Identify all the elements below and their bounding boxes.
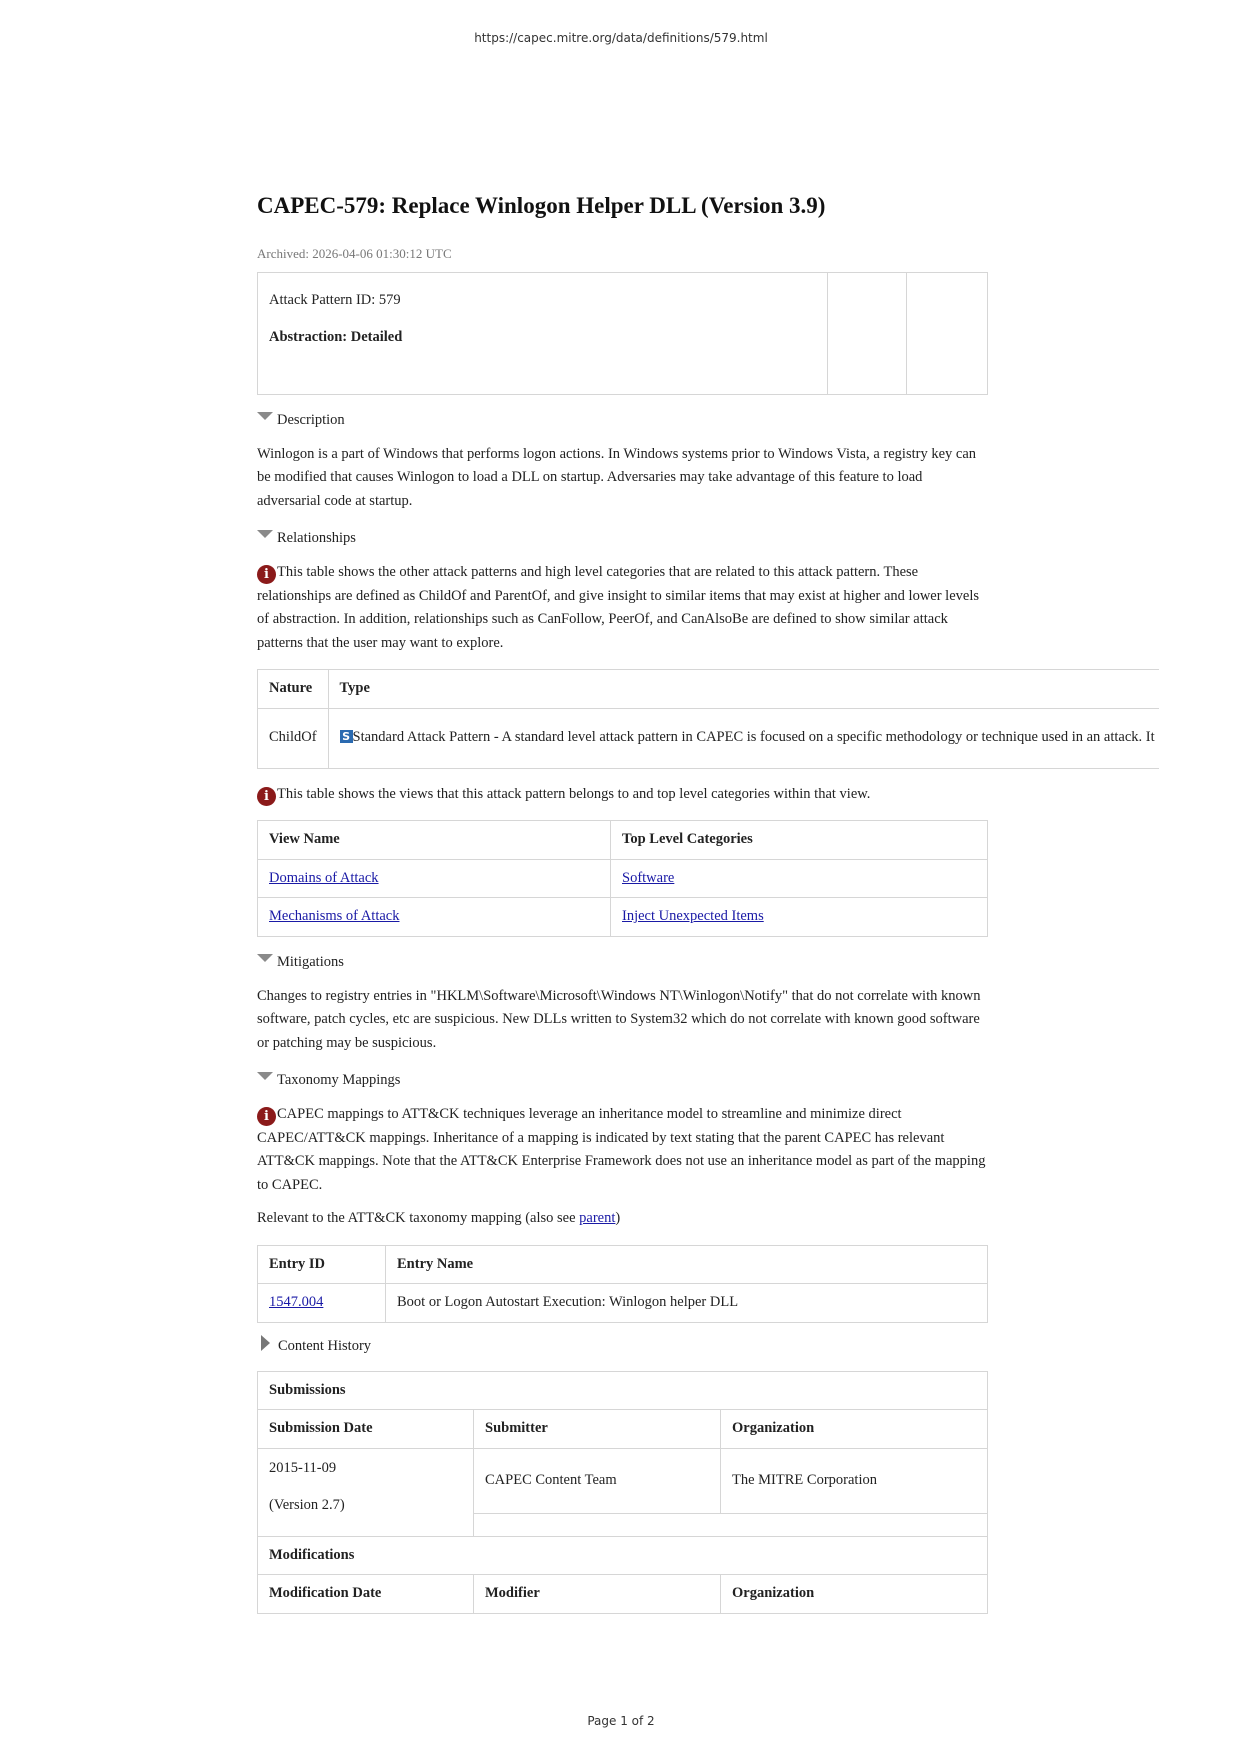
column-header-modifier: Modifier [474, 1575, 721, 1614]
entry-id-link[interactable]: 1547.004 [269, 1294, 324, 1310]
empty-cell [474, 1513, 988, 1536]
id-box-cell-2 [828, 272, 907, 394]
table-row [258, 898, 988, 937]
relevant-prefix: Relevant to the ATT&CK taxonomy mapping (also see [257, 1210, 580, 1226]
column-header-entry-id: Entry ID [258, 1245, 386, 1284]
mitigations-section-toggle[interactable] [257, 949, 988, 975]
mitigations-text: Changes to registry entries in "HKLM\Software\Microsoft\Windows NT\Winlogon\Notify" that do not correlate with known software, patch cycles, etc are suspicious. New DLLs written to System32 which do not correlate with known good software or patching may be suspicious. [257, 987, 981, 1051]
category-cell [611, 898, 988, 937]
column-header-view-name: View Name [258, 821, 611, 860]
id-box-cell-3 [907, 272, 988, 394]
views-info-text: This table shows the views that this attack pattern belongs to and top level categories within that view. [277, 785, 871, 802]
page-footer: Page 1 of 2 [587, 1714, 655, 1728]
id-box-main [258, 272, 828, 394]
taxonomy-info [257, 1103, 988, 1197]
column-header-modification-organization: Organization [721, 1575, 988, 1614]
taxonomy-section-toggle[interactable] [257, 1067, 988, 1093]
table-row [258, 859, 988, 898]
description-text: Winlogon is a part of Windows that performs logon actions. In Windows systems prior to Windows Vista, a registry key can be modified that causes Winlogon to load a DLL on startup. Adversaries may take advantage of this feature to load adversarial code at startup. [257, 445, 977, 509]
column-header-submitter: Submitter [474, 1410, 721, 1449]
attack-pattern-id: Attack Pattern ID: 579 [269, 291, 401, 308]
section-heading-description: Description [277, 411, 345, 428]
taxonomy-relevant [257, 1207, 988, 1231]
taxonomy-table [257, 1245, 988, 1323]
expand-triangle-icon [257, 530, 273, 538]
submission-date-cell [258, 1448, 474, 1536]
collapse-triangle-icon [261, 1335, 270, 1351]
type-text: Standard Attack Pattern - A standard level attack pattern in CAPEC is focused on a specific methodology or technique used in an attack. It [352, 729, 1155, 746]
expand-triangle-icon [257, 1072, 273, 1080]
category-link-software[interactable]: Software [622, 869, 675, 886]
column-header-top-level-categories: Top Level Categories [611, 821, 988, 860]
content-history-table [257, 1371, 988, 1614]
archived-timestamp: Archived: 2026-04-06 01:30:12 UTC [257, 246, 452, 261]
relationships-info [257, 561, 988, 655]
parent-link[interactable]: parent [579, 1210, 616, 1226]
expand-triangle-icon [257, 412, 273, 420]
submission-version: (Version 2.7) [269, 1497, 345, 1513]
description-section-toggle[interactable] [257, 407, 988, 433]
modifications-label: Modifications [258, 1536, 988, 1575]
main-content [257, 186, 1155, 1614]
entry-name-cell: Boot or Logon Autostart Execution: Winlogon helper DLL [386, 1284, 988, 1323]
nature-cell: ChildOf [258, 708, 329, 768]
standard-pattern-icon: S [340, 730, 353, 743]
category-link-inject-unexpected-items[interactable]: Inject Unexpected Items [622, 908, 764, 924]
column-header-nature: Nature [258, 670, 329, 709]
table-row [258, 1284, 988, 1323]
relationships-section-toggle[interactable] [257, 525, 988, 551]
type-cell [328, 708, 1159, 768]
views-info [257, 783, 988, 807]
views-table [257, 820, 988, 937]
info-icon: i [257, 565, 276, 584]
relevant-suffix: ) [615, 1210, 621, 1226]
section-heading-relationships: Relationships [277, 530, 356, 546]
info-icon: i [257, 1107, 276, 1126]
organization-cell: The MITRE Corporation [721, 1448, 988, 1513]
column-header-entry-name: Entry Name [386, 1245, 988, 1284]
id-box [257, 272, 988, 395]
table-row [258, 708, 1160, 768]
relationships-info-text: This table shows the other attack patterns and high level categories that are related to this attack pattern. These relationships are defined as ChildOf and ParentOf, and give insight to similar items that may exist at higher and lower levels of abstraction. In addition, relationships such as CanFollow, PeerOf, and CanAlsoBe are defined to show similar attack patterns that the user may want to explore. [257, 564, 980, 651]
info-icon: i [257, 787, 276, 806]
submissions-label: Submissions [258, 1371, 988, 1410]
abstraction-level: Abstraction: Detailed [269, 329, 403, 345]
relationships-table [257, 669, 1159, 769]
submitter-cell: CAPEC Content Team [474, 1448, 721, 1513]
taxonomy-info-text: CAPEC mappings to ATT&CK techniques leverage an inheritance model to streamline and minimize direct CAPEC/ATT&CK mappings. Inheritance of a mapping is indicated by text stating that the parent CAPEC has relevant ATT&CK mappings. Note that the ATT&CK Enterprise Framework does not use an inheritance model as part of the mapping to CAPEC. [257, 1106, 986, 1193]
section-heading-content-history: Content History [278, 1337, 372, 1354]
relationships-table-wrapper [257, 669, 1159, 769]
column-header-submission-date: Submission Date [258, 1410, 474, 1449]
section-heading-taxonomy: Taxonomy Mappings [277, 1072, 401, 1088]
page-url: https://capec.mitre.org/data/definitions/579.html [474, 31, 768, 45]
view-cell [258, 898, 611, 937]
expand-triangle-icon [257, 954, 273, 962]
view-cell [258, 859, 611, 898]
table-row [258, 1448, 988, 1513]
column-header-modification-date: Modification Date [258, 1575, 474, 1614]
entry-id-cell [258, 1284, 386, 1323]
submission-date: 2015-11-09 [269, 1459, 337, 1476]
category-cell [611, 859, 988, 898]
column-header-organization: Organization [721, 1410, 988, 1449]
view-link-domains-of-attack[interactable]: Domains of Attack [269, 869, 379, 886]
section-heading-mitigations: Mitigations [277, 953, 344, 970]
column-header-type: Type [328, 670, 1159, 709]
view-link-mechanisms-of-attack[interactable]: Mechanisms of Attack [269, 908, 400, 924]
content-history-section-toggle[interactable] [257, 1333, 988, 1359]
page-title: CAPEC-579: Replace Winlogon Helper DLL (Version 3.9) [257, 193, 826, 218]
